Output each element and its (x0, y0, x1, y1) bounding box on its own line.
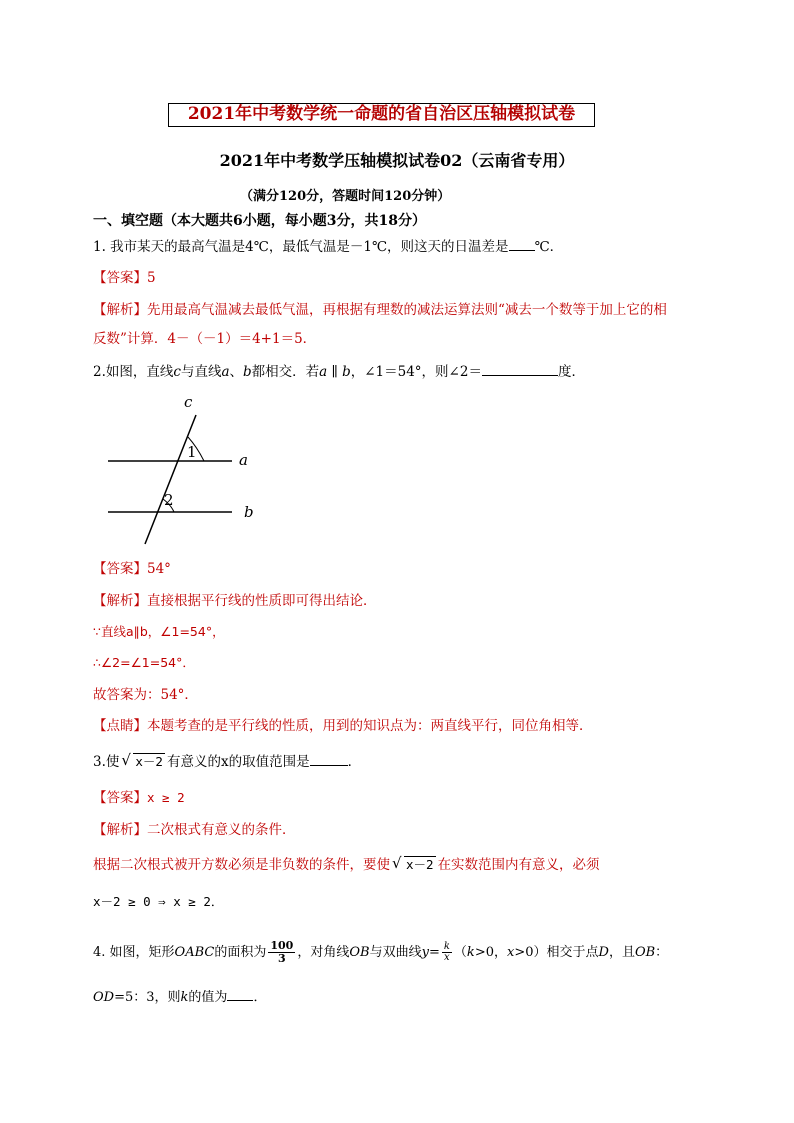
line-c (145, 415, 196, 544)
q3-text-b: 有意义的x的取值范围是 (166, 754, 310, 770)
q3-sqrt-2 (392, 856, 436, 874)
series-title-box (168, 103, 595, 127)
q2-answer: 54° (147, 561, 171, 577)
q1-analysis-line (93, 301, 667, 319)
q3-answer-line (93, 789, 185, 807)
label-c: c (184, 395, 193, 411)
q4-area-den: 3 (278, 952, 286, 965)
label-2: 2 (164, 491, 174, 509)
q2-text-c: 都相交．若 (251, 364, 320, 380)
q4-ob-2: OB (634, 945, 656, 960)
q2-var-a: a (221, 364, 230, 380)
q4-text-i: ： (655, 945, 669, 960)
q2-step-1: ∵直线a∥b，∠1=54°， (93, 624, 225, 639)
answer-label: 【答案】 (93, 270, 147, 286)
q4-blank (227, 987, 253, 1001)
q4-y: y (421, 945, 429, 960)
q4-oabc: OABC (174, 945, 215, 960)
series-title: 2021年中考数学统一命题的省自治区压轴模拟试卷 (187, 104, 576, 124)
q4-text-e: （ (453, 945, 467, 960)
q2-text-e: ，∠1＝54°，则∠2＝ (350, 364, 482, 380)
q1-text: 1. 我市某天的最高气温是4℃，最低气温是－1℃，则这天的日温差是 (93, 239, 509, 255)
q4-hyperbola-fraction (442, 942, 452, 963)
q2-text-b: 与直线 (180, 364, 222, 380)
question-4-cont (93, 987, 266, 1007)
q4-d: D (598, 945, 609, 960)
q3-conclusion: x－2 ≥ 0 ⇒ x ≥ 2． (93, 894, 224, 909)
q2-analysis-line (93, 592, 377, 610)
answer-label: 【答案】 (93, 561, 147, 577)
q4-area-num: 100 (270, 939, 294, 952)
q3-blank (310, 752, 348, 766)
sqrt-sign-icon: √ (121, 751, 131, 769)
q3-explain-a: 根据二次根式被开方数必须是非负数的条件，要使 (93, 857, 390, 873)
q4-od: OD (93, 990, 115, 1005)
q4-x: x (506, 945, 515, 960)
comment-label: 【点睛】 (93, 718, 147, 734)
q4-ob: OB (349, 945, 370, 960)
analysis-label: 【解析】 (93, 593, 147, 609)
q2-comment-line (93, 717, 593, 735)
q1-answer: 5 (147, 270, 156, 286)
q3-radicand-2: x－2 (406, 857, 434, 872)
q4-text-h: ，且 (608, 945, 635, 960)
q1-analysis-line-2: 反数”计算．4－（－1）＝4+1＝5． (93, 331, 317, 347)
question-3 (93, 752, 361, 771)
label-b: b (244, 503, 254, 521)
q3-answer: x ≥ 2 (147, 790, 185, 805)
analysis-label: 【解析】 (93, 822, 147, 838)
q4-x-den: x (444, 952, 450, 963)
exam-subtitle: （满分120分，答题时间120分钟） (240, 189, 451, 204)
q4-text-j: =5：3，则 (114, 990, 181, 1005)
section-heading: 一、填空题（本大题共6小题，每小题3分，共18分） (93, 213, 426, 229)
q2-after: 度． (557, 364, 585, 380)
q2-answer-line (93, 560, 171, 578)
q4-text-c: ，对角线 (297, 945, 350, 960)
q3-explain-b: 在实数范围内有意义，必须 (437, 857, 600, 873)
q4-after: ． (253, 990, 267, 1005)
question-2 (93, 362, 585, 381)
q2-comment: 本题考查的是平行线的性质，用到的知识点为：两直线平行，同位角相等． (147, 718, 593, 734)
q2-blank (482, 362, 558, 376)
q2-sep: 、 (229, 364, 244, 380)
q4-text-a: 4. 如图，矩形 (93, 945, 175, 960)
analysis-label: 【解析】 (93, 302, 147, 318)
question-4 (93, 940, 668, 965)
label-1: 1 (187, 443, 197, 461)
q3-after: ． (347, 754, 362, 770)
sqrt-sign-icon: √ (392, 854, 402, 872)
q4-text-g: >0）相交于点 (514, 945, 599, 960)
q4-area-fraction (268, 940, 295, 965)
q4-k-num: k (443, 941, 450, 952)
q1-analysis-1: 先用最高气温减去最低气温，再根据有理数的减法运算法则“减去一个数等于加上它的相 (147, 302, 667, 318)
exam-title: 2021年中考数学压轴模拟试卷02（云南省专用） (219, 151, 575, 170)
q3-text-a: 3.使 (93, 754, 120, 770)
q4-text-d: 与双曲线 (369, 945, 422, 960)
q1-blank (509, 237, 535, 251)
q4-k-2: k (180, 990, 189, 1005)
q3-explain (93, 856, 600, 874)
q2-analysis: 直接根据平行线的性质即可得出结论． (147, 593, 377, 609)
q3-analysis: 二次根式有意义的条件． (147, 822, 296, 838)
answer-label: 【答案】 (93, 790, 147, 806)
q1-after: ℃． (534, 239, 564, 255)
q2-text-a: 2.如图，直线 (93, 364, 174, 380)
q2-parallel: ∥ (327, 364, 343, 380)
q2-var-b-2: b (342, 364, 351, 380)
q3-analysis-line (93, 821, 296, 839)
q2-var-c: c (173, 364, 181, 380)
q2-step-2: ∴∠2=∠1=54°． (93, 655, 195, 670)
q4-k: k (466, 945, 475, 960)
parallel-lines-figure (100, 395, 270, 547)
q1-answer-line (93, 269, 156, 287)
question-1 (93, 237, 563, 256)
q4-text-f: >0， (474, 945, 507, 960)
label-a: a (239, 451, 248, 469)
q3-sqrt (121, 753, 165, 771)
q4-text-b: 的面积为 (214, 945, 267, 960)
q3-radicand: x－2 (135, 754, 163, 769)
q4-eq: = (428, 945, 440, 960)
q2-var-a-2: a (319, 364, 328, 380)
q4-text-k: 的值为 (188, 990, 228, 1005)
q2-step-3: 故答案为：54°． (93, 687, 198, 703)
q2-var-b: b (243, 364, 252, 380)
